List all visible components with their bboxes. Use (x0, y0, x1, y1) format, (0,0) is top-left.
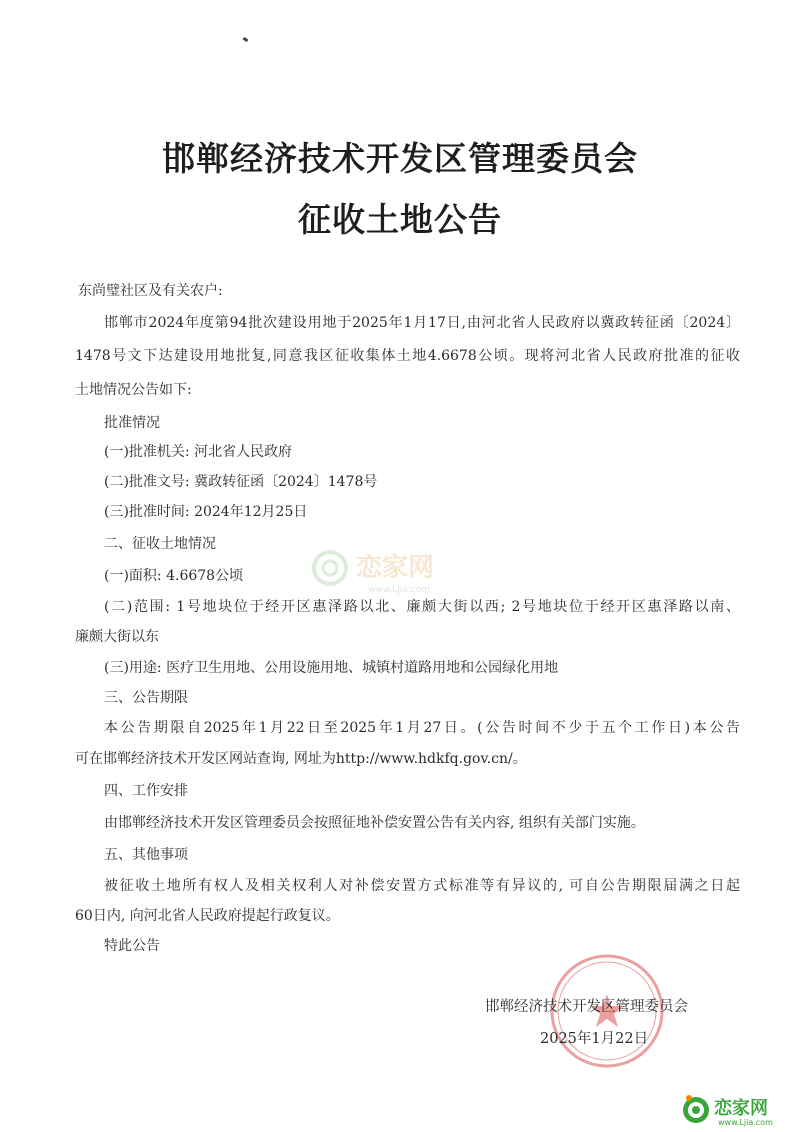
section4-heading: 四、工作安排 (104, 783, 188, 799)
scan-mark (243, 37, 249, 42)
watermark-url: www.Ljia.com (368, 585, 430, 595)
logo-text: 恋家网 (714, 1098, 768, 1119)
closing-text: 特此公告 (104, 938, 160, 954)
section3-line2: 可在邯郸经济技术开发区网站查询, 网址为http://www.hdkfq.gov.cn/。 (75, 751, 527, 767)
salutation: 东尚璧社区及有关农户: (78, 283, 223, 299)
section1-item1: (一)批准机关: 河北省人民政府 (104, 444, 293, 460)
logo-url: www.Ljia.com (718, 1118, 773, 1127)
section1-item3: (三)批准时间: 2024年12月25日 (104, 504, 308, 520)
section1-heading: 批准情况 (104, 415, 160, 431)
section2-item3: (三)用途: 医疗卫生用地、公用设施用地、城镇村道路用地和公园绿化用地 (104, 660, 559, 676)
section2-item2-line2: 廉颇大街以东 (75, 629, 159, 645)
watermark-text: 恋家网 (356, 553, 435, 583)
section5-line1: 被征收土地所有权人及相关权利人对补偿安置方式标准等有异议的, 可自公告期限届满之日起 (104, 878, 740, 894)
section3-line1: 本公告期限自2025年1月22日至2025年1月27日。(公告时间不少于五个工作日)本公告 (104, 720, 740, 736)
site-logo (680, 1090, 792, 1128)
section2-item1: (一)面积: 4.6678公顷 (104, 568, 244, 584)
section2-item2-line1: (二)范围: 1号地块位于经开区惠泽路以北、廉颇大街以西; 2号地块位于经开区惠泽路以南、 (104, 599, 740, 615)
watermark-logo (308, 538, 488, 598)
document-title-line1: 邯郸经济技术开发区管理委员会 (162, 139, 638, 178)
signature-date: 2025年1月22日 (540, 1031, 649, 1047)
intro-line2: 1478号文下达建设用地批复,同意我区征收集体土地4.6678公顷。现将河北省人民政府批准的征收 (75, 348, 740, 364)
section3-heading: 三、公告期限 (104, 690, 188, 706)
section1-item2: (二)批准文号: 冀政转征函〔2024〕1478号 (104, 474, 378, 490)
section4-line1: 由邯郸经济技术开发区管理委员会按照征地补偿安置公告有关内容, 组织有关部门实施。 (104, 815, 645, 831)
intro-line3: 土地情况公告如下: (75, 382, 192, 398)
section2-heading: 二、征收土地情况 (104, 536, 216, 552)
document-title-line2: 征收土地公告 (298, 200, 502, 239)
signature-organization: 邯郸经济技术开发区管理委员会 (485, 999, 688, 1015)
section5-line2: 60日内, 向河北省人民政府提起行政复议。 (75, 908, 340, 924)
section5-heading: 五、其他事项 (104, 847, 188, 863)
watermark-snail-icon (314, 552, 346, 584)
intro-line1: 邯郸市2024年度第94批次建设用地于2025年1月17日,由河北省人民政府以冀政转征函〔2024〕 (104, 315, 740, 331)
